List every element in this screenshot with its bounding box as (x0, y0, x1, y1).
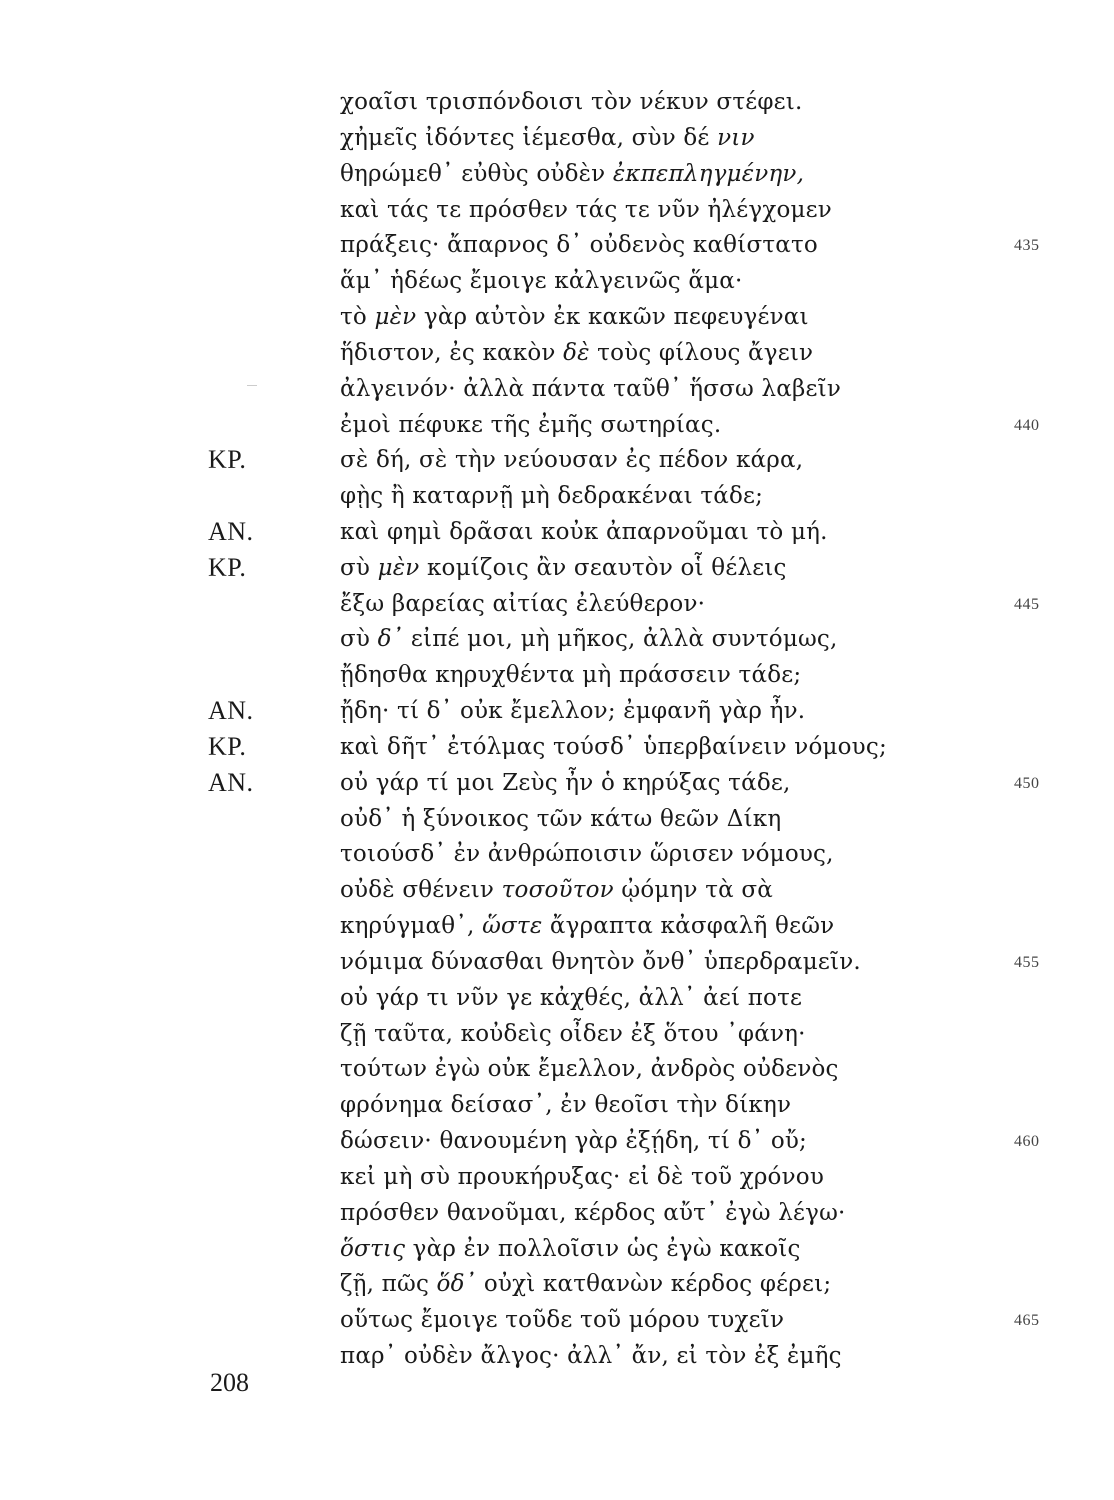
verse-text (340, 335, 813, 371)
text-segment: οὕτως ἔμοιγε τοῦδε τοῦ μόρου τυχεῖν (340, 1307, 785, 1334)
text-segment: τοιούσδ᾽ ἐν ἀνθρώποισιν ὥρισεν νόμους, (340, 841, 834, 868)
verse-line (0, 729, 1114, 765)
verse-line (0, 1123, 1114, 1159)
verse-line (0, 1338, 1114, 1374)
verse-line (0, 944, 1114, 980)
verse-text (340, 908, 834, 944)
verse-text (340, 1159, 824, 1195)
line-number: 465 (1014, 1312, 1040, 1330)
verse-line (0, 1087, 1114, 1123)
verse-line (0, 1231, 1114, 1267)
text-segment: τὸ (340, 304, 375, 330)
text-segment: ᾔδη· τί δ᾽ οὐκ ἔμελλον; ἐμφανῆ γὰρ ἦν. (340, 698, 806, 725)
verse-line (0, 801, 1114, 837)
italic-segment: δὲ (563, 339, 590, 366)
verse-text (340, 550, 787, 586)
text-segment: οὐδ᾽ ἡ ξύνοικος τῶν κάτω θεῶν Δίκη (340, 805, 782, 832)
verse-line (0, 586, 1114, 622)
verse-text (340, 729, 887, 765)
verse-line (0, 156, 1114, 192)
text-segment: κομίζοις ἂν σεαυτὸν οἷ θέλεις (419, 554, 787, 581)
text-segment: ζῇ, πῶς (340, 1271, 437, 1298)
verse-text (340, 299, 809, 335)
verse-text (340, 801, 781, 837)
verse-line (0, 407, 1114, 443)
verse-line (0, 1016, 1114, 1052)
text-segment: χοαῖσι τρισπόνδοισι τὸν νέκυν στέφει. (340, 89, 803, 115)
verse-line (0, 908, 1114, 944)
verse-text (340, 980, 802, 1016)
verse-line (0, 263, 1114, 299)
text-segment: κηρύγμαθ᾽, (340, 913, 483, 940)
italic-segment: ὅδ᾽ (436, 1271, 477, 1298)
margin-mark (247, 385, 257, 386)
verse-line (0, 84, 1114, 120)
verse-text (340, 407, 721, 443)
speaker-label: ΚΡ. (208, 552, 247, 582)
text-segment: εἰπέ μοι, μὴ μῆκος, ἀλλὰ συντόμως, (403, 626, 838, 653)
verse-line (0, 836, 1114, 872)
verse-text (340, 765, 791, 801)
text-segment: τοὺς φίλους ἄγειν (589, 339, 814, 366)
verse-text (340, 442, 803, 478)
text-segment: καὶ δῆτ᾽ ἐτόλμας τούσδ᾽ ὑπερβαίνειν νόμους; (340, 733, 887, 760)
verse-text (340, 1123, 807, 1159)
text-segment: καὶ φημὶ δρᾶσαι κοὐκ ἀπαρνοῦμαι τὸ μή. (340, 519, 828, 545)
text-segment: παρ᾽ οὐδὲν ἄλγος· ἀλλ᾽ ἄν, εἰ τὸν ἐξ ἐμῆς (340, 1343, 842, 1369)
verse-line (0, 1302, 1114, 1338)
italic-segment: τοσοῦτον (501, 877, 614, 904)
verse-text (340, 192, 832, 228)
verse-text (340, 1338, 842, 1374)
verse-text (340, 1195, 846, 1231)
text-segment: οὐχὶ κατθανὼν κέρδος φέρει; (476, 1271, 832, 1298)
verse-line (0, 657, 1114, 693)
verse-text (340, 586, 705, 622)
verse-text (340, 836, 834, 872)
line-number: 460 (1014, 1133, 1040, 1151)
text-segment: κεἰ μὴ σὺ προυκήρυξας· εἰ δὲ τοῦ χρόνου (340, 1163, 825, 1190)
italic-segment: μὲν (377, 554, 420, 581)
verse-line (0, 299, 1114, 335)
verse-text (340, 1087, 791, 1123)
verse-line (0, 1195, 1114, 1231)
verse-text (340, 263, 743, 299)
text-segment: καὶ τάς τε πρόσθεν τάς τε νῦν ἠλέγχομεν (340, 196, 832, 223)
speaker-label: ΚΡ. (208, 731, 247, 761)
verse-line (0, 872, 1114, 908)
verse-text (340, 1016, 806, 1052)
text-segment: σὲ δή, σὲ τὴν νεύουσαν ἐς πέδον κάρα, (340, 447, 804, 474)
page-number: 208 (210, 1368, 249, 1397)
text-segment: οὐ γάρ τί μοι Ζεὺς ἦν ὁ κηρύξας τάδε, (340, 769, 791, 796)
text-segment: ἀλγεινόν· ἀλλὰ πάντα ταῦθ᾽ ἥσσω λαβεῖν (340, 375, 842, 402)
line-number: 455 (1014, 953, 1040, 971)
text-segment: οὐδὲ σθένειν (340, 877, 502, 904)
verse-line (0, 693, 1114, 729)
text-segment: θηρώμεθ᾽ εὐθὺς οὐδὲν (340, 160, 613, 187)
text-segment: φρόνημα δείσασ᾽, ἐν θεοῖσι τὴν δίκην (340, 1092, 792, 1119)
verse-text (340, 944, 861, 980)
text-segment: ζῇ ταῦτα, κοὐδεὶς οἶδεν ἐξ ὅτου ᾽φάνη· (340, 1020, 806, 1047)
verse-text (340, 1051, 839, 1087)
text-segment: πράξεις· ἄπαρνος δ᾽ οὐδενὸς καθίστατο (340, 232, 818, 259)
verse-text (340, 1266, 831, 1302)
verse-text (340, 478, 763, 514)
verse-line (0, 1051, 1114, 1087)
line-number: 435 (1014, 237, 1040, 255)
verse-line (0, 478, 1114, 514)
verse-text (340, 1302, 784, 1338)
verse-line (0, 1159, 1114, 1195)
speaker-label: ΚΡ. (208, 445, 247, 475)
text-segment: γὰρ αὐτὸν ἐκ κακῶν πεφευγέναι (416, 304, 809, 330)
text-segment: ἄγραπτα κἀσφαλῆ θεῶν (542, 913, 835, 940)
verse-text (340, 371, 841, 407)
text-segment: χἠμεῖς ἰδόντες ἱέμεσθα, σὺν δέ (340, 124, 718, 151)
text-segment: σὺ (340, 626, 378, 653)
text-segment: πρόσθεν θανοῦμαι, κέρδος αὔτ᾽ ἐγὼ λέγω· (340, 1199, 846, 1226)
verse-line (0, 980, 1114, 1016)
verse-line (0, 1266, 1114, 1302)
line-number: 440 (1014, 416, 1040, 434)
verse-text (340, 1231, 801, 1267)
speaker-label: ΑΝ. (208, 517, 254, 546)
verse-line (0, 514, 1114, 550)
verse-line (0, 371, 1114, 407)
speaker-label: ΑΝ. (208, 696, 254, 726)
italic-segment: ἐκπεπληγμένην, (612, 160, 805, 187)
text-segment: οὐ γάρ τι νῦν γε κἀχθές, ἀλλ᾽ ἀεί ποτε (340, 984, 803, 1011)
verse-line (0, 621, 1114, 657)
text-segment: σὺ (340, 554, 378, 581)
verse-text (340, 156, 804, 192)
verse-line (0, 192, 1114, 228)
verse-line (0, 227, 1114, 263)
text-segment: γὰρ ἐν πολλοῖσιν ὡς ἐγὼ κακοῖς (405, 1235, 801, 1262)
verse-text (340, 657, 801, 693)
verse-text (340, 84, 803, 120)
verse-line (0, 765, 1114, 801)
text-segment: ᾠόμην τὰ σὰ (613, 877, 774, 904)
text-segment: ἥδιστον, ἐς κακὸν (340, 339, 564, 366)
line-number: 450 (1014, 774, 1040, 792)
italic-segment: ὅστις (340, 1235, 406, 1262)
verse-line (0, 442, 1114, 478)
text-segment: ἔξω βαρείας αἰτίας ἐλεύθερον· (340, 590, 706, 617)
text-segment: ἐμοὶ πέφυκε τῆς ἐμῆς σωτηρίας. (340, 411, 722, 438)
speaker-label: ΑΝ. (208, 767, 254, 797)
italic-segment: δ᾽ (377, 626, 404, 653)
text-segment: φῂς ἢ καταρνῇ μὴ δεδρακέναι τάδε; (340, 483, 764, 510)
text-segment: ἅμ᾽ ἡδέως ἔμοιγε κἀλγεινῶς ἅμα· (340, 268, 743, 295)
text-segment: ᾔδησθα κηρυχθέντα μὴ πράσσειν τάδε; (340, 662, 802, 689)
italic-segment: νιν (717, 124, 755, 151)
verse-text (340, 621, 838, 657)
verse-text (340, 872, 773, 908)
text-segment: τούτων ἐγὼ οὐκ ἔμελλον, ἀνδρὸς οὐδενὸς (340, 1056, 839, 1083)
verse-text (340, 227, 818, 263)
italic-segment: μὲν (374, 304, 417, 330)
text-segment: δώσειν· θανουμένη γὰρ ἐξῄδη, τί δ᾽ οὔ; (340, 1128, 808, 1155)
text-segment: νόμιμα δύνασθαι θνητὸν ὄνθ᾽ ὑπερδραμεῖν. (340, 948, 861, 975)
line-number: 445 (1014, 595, 1040, 613)
verse-line (0, 550, 1114, 586)
italic-segment: ὥστε (482, 913, 543, 940)
verse-line (0, 335, 1114, 371)
verse-line (0, 120, 1114, 156)
verse-text (340, 693, 805, 729)
verse-text (340, 120, 755, 156)
verse-text (340, 514, 828, 550)
